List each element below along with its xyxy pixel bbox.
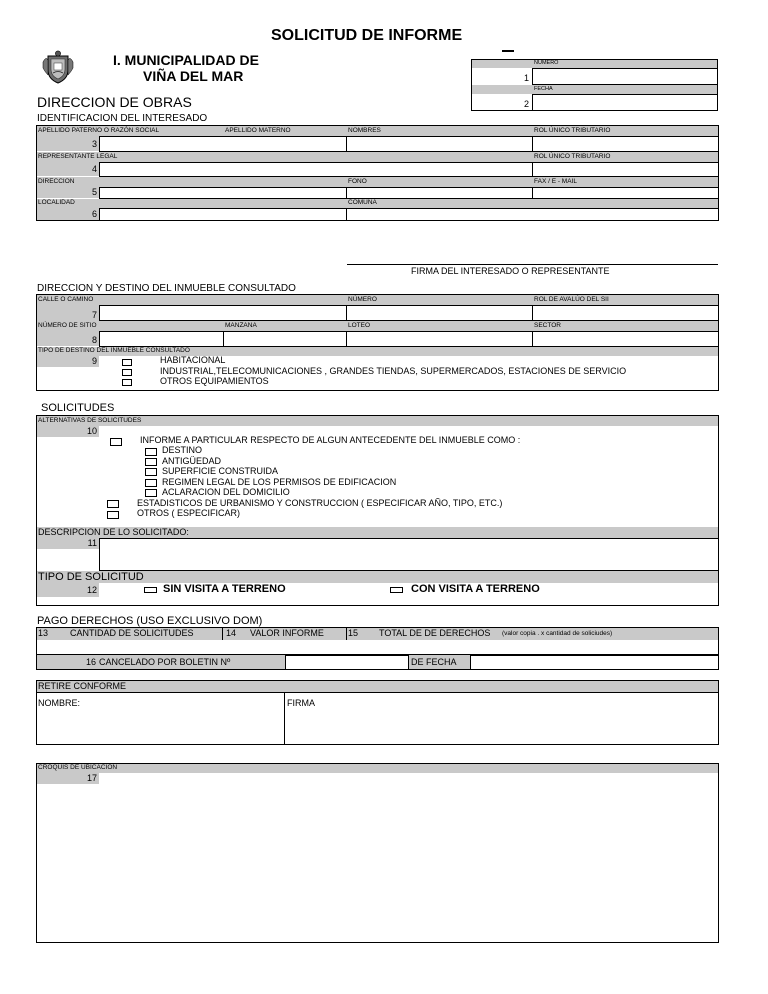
descripcion-field[interactable]	[99, 538, 719, 571]
informe-particular-checkbox[interactable]	[110, 438, 122, 446]
retire-divider	[284, 692, 285, 744]
direccion-label: DIRECCION	[38, 178, 75, 185]
rol-avaluo-label: ROL DE AVALÚO DEL SII	[534, 296, 609, 303]
cancelado-label: CANCELADO POR BOLETIN Nº	[99, 657, 231, 667]
numero-sitio-label: NÚMERO DE SITIO	[38, 322, 97, 329]
otros-especificar-checkbox[interactable]	[107, 511, 119, 519]
row17-number: 17	[86, 773, 97, 783]
id-header-row2	[37, 152, 718, 162]
fax-label: FAX / E - MAIL	[534, 178, 577, 185]
manzana-field[interactable]	[223, 331, 347, 347]
industrial-checkbox[interactable]	[122, 369, 132, 376]
numero-label: NÚMERO	[534, 60, 559, 66]
destino-label: DESTINO	[162, 445, 203, 455]
municipality-name-line1: I. MUNICIPALIDAD DE	[113, 52, 259, 68]
fecha-label-bar	[472, 85, 717, 94]
boletin-field[interactable]	[285, 655, 409, 670]
sector-field[interactable]	[532, 331, 719, 347]
de-fecha-label: DE FECHA	[411, 657, 457, 667]
row12-number: 12	[86, 585, 97, 595]
fax-field[interactable]	[532, 187, 719, 199]
numero-index: 1	[523, 73, 529, 83]
rut-field-2[interactable]	[532, 162, 719, 177]
con-visita-checkbox[interactable]	[390, 587, 403, 593]
numero-inm-label: NÚMERO	[348, 296, 377, 303]
antiguedad-label: ANTIGÜEDAD	[162, 456, 222, 466]
identificacion-section-title: IDENTIFICACION DEL INTERESADO	[37, 113, 208, 124]
representante-field[interactable]	[99, 162, 533, 177]
valor-field[interactable]	[223, 640, 347, 655]
sin-visita-label: SIN VISITA A TERRENO	[163, 583, 286, 595]
aclaracion-domicilio-checkbox[interactable]	[145, 489, 157, 497]
regimen-legal-checkbox[interactable]	[145, 479, 157, 487]
inmueble-section-title: DIRECCION Y DESTINO DEL INMUEBLE CONSULTADO	[37, 283, 296, 294]
localidad-label: LOCALIDAD	[38, 199, 75, 206]
descripcion-label: DESCRIPCION DE LO SOLICITADO:	[38, 527, 189, 537]
croquis-header-row	[37, 764, 718, 773]
row6-number: 6	[91, 209, 97, 219]
comuna-label: COMUNA	[348, 199, 377, 206]
sector-label: SECTOR	[534, 322, 561, 329]
row5-number: 5	[91, 187, 97, 197]
retire-nombre-field[interactable]	[37, 710, 283, 743]
tipo-destino-label: TIPO DE DESTINO DEL INMUEBLE CONSULTADO	[38, 347, 190, 354]
inm-header-row2	[37, 321, 718, 331]
firma-interesado-label: FIRMA DEL INTERESADO O REPRESENTANTE	[411, 266, 610, 276]
cantidad-solicitudes-label: CANTIDAD DE SOLICITUDES	[70, 628, 194, 638]
calle-label: CALLE O CAMINO	[38, 296, 94, 303]
nombres-field[interactable]	[346, 136, 533, 152]
id-header-row4	[37, 199, 718, 208]
fono-label: FONO	[348, 178, 367, 185]
municipal-coat-of-arms-icon	[42, 50, 74, 84]
rut-label-1: ROL ÚNICO TRIBUTARIO	[534, 127, 611, 134]
direccion-field[interactable]	[99, 187, 347, 199]
sin-visita-checkbox[interactable]	[144, 587, 157, 593]
nombres-label: NOMBRES	[348, 127, 381, 134]
loteo-field[interactable]	[346, 331, 533, 347]
loteo-label: LOTEO	[348, 322, 371, 329]
row11-number: 11	[87, 538, 97, 548]
croquis-drawing-area[interactable]	[37, 784, 718, 942]
row9-number: 9	[91, 356, 97, 366]
pago-n15: 15	[348, 628, 359, 638]
retire-conforme-title: RETIRE CONFORME	[38, 681, 127, 691]
estadisticos-checkbox[interactable]	[107, 500, 119, 508]
comuna-field[interactable]	[346, 208, 719, 221]
manzana-label: MANZANA	[225, 322, 257, 329]
representante-label: REPRESENTANTE LEGAL	[38, 153, 118, 160]
calle-field[interactable]	[99, 305, 347, 321]
tipo-solicitud-label: TIPO DE SOLICITUD	[38, 571, 144, 583]
pago-fecha-field[interactable]	[470, 655, 719, 670]
department-name: DIRECCION DE OBRAS	[37, 94, 192, 110]
destino-checkbox[interactable]	[145, 448, 157, 456]
valor-informe-label: VALOR INFORME	[250, 628, 324, 638]
otros-equipamientos-label: OTROS EQUIPAMIENTOS	[160, 376, 269, 386]
habitacional-label: HABITACIONAL	[160, 355, 226, 365]
fecha-index: 2	[523, 99, 529, 109]
row3-number: 3	[91, 139, 97, 149]
row10-number: 10	[86, 426, 97, 436]
fecha-field[interactable]	[532, 94, 718, 111]
industrial-label: INDUSTRIAL,TELECOMUNICACIONES , GRANDES TIENDAS, SUPERMERCADOS, ESTACIONES DE SERVICIO	[160, 366, 627, 376]
rut-field-1[interactable]	[532, 136, 719, 152]
numero-inm-field[interactable]	[346, 305, 533, 321]
con-visita-label: CON VISITA A TERRENO	[411, 583, 540, 595]
retire-header-row	[37, 681, 718, 692]
numero-field[interactable]	[532, 68, 718, 85]
firma-line	[347, 264, 718, 265]
informe-particular-label: INFORME A PARTICULAR RESPECTO DE ALGUN ANTECEDENTE DEL INMUEBLE COMO :	[140, 435, 521, 445]
retire-firma-label: FIRMA	[287, 698, 315, 708]
nombre-label: NOMBRE:	[38, 698, 81, 708]
fecha-label: FECHA	[534, 86, 553, 92]
row4-number: 4	[91, 164, 97, 174]
row8-number: 8	[91, 335, 97, 345]
localidad-field[interactable]	[99, 208, 347, 221]
inm-header-row1	[37, 295, 718, 305]
pago-n16: 16	[86, 657, 97, 667]
pago-section-title: PAGO DERECHOS (USO EXCLUSIVO DOM)	[37, 615, 263, 627]
regimen-legal-label: REGIMEN LEGAL DE LOS PERMISOS DE EDIFICACION	[162, 477, 397, 487]
alternativas-label: ALTERNATIVAS DE SOLICITUDES	[38, 417, 142, 424]
estadisticos-label: ESTADISTICOS DE URBANISMO Y CONSTRUCCION ( ESPECIFICAR AÑO, TIPO, ETC.)	[137, 498, 503, 508]
antiguedad-checkbox[interactable]	[145, 458, 157, 466]
rol-avaluo-field[interactable]	[532, 305, 719, 321]
retire-firma-field[interactable]	[286, 710, 717, 743]
solicitudes-section-title: SOLICITUDES	[41, 402, 115, 414]
id-header-row3	[37, 177, 718, 187]
apellido-paterno-label: APELLIDO PATERNO O RAZÓN SOCIAL	[38, 127, 160, 134]
pago-n13: 13	[38, 628, 49, 638]
pago-n14: 14	[226, 628, 237, 638]
total-field[interactable]	[347, 640, 718, 655]
retire-header-line	[37, 692, 718, 693]
total-derechos-note: (valor copia . x cantidad de soliciudes)	[502, 630, 613, 637]
municipality-name-line2: VIÑA DEL MAR	[143, 68, 244, 84]
habitacional-checkbox[interactable]	[122, 359, 132, 366]
rut-label-2: ROL ÚNICO TRIBUTARIO	[534, 153, 611, 160]
numero-sitio-field[interactable]	[99, 331, 224, 347]
title-dash	[502, 50, 514, 52]
superficie-label: SUPERFICIE CONSTRUIDA	[162, 466, 279, 476]
apellido-paterno-field[interactable]	[99, 136, 347, 152]
aclaracion-domicilio-label: ACLARACION DEL DOMICILIO	[162, 487, 290, 497]
otros-equipamientos-checkbox[interactable]	[122, 379, 132, 386]
croquis-label: CROQUIS DE UBICACION	[38, 764, 118, 771]
fono-field[interactable]	[346, 187, 533, 199]
cantidad-field[interactable]	[37, 640, 223, 655]
otros-especificar-label: OTROS ( ESPECIFICAR)	[137, 508, 241, 518]
apellido-materno-label: APELLIDO MATERNO	[225, 127, 291, 134]
row7-number: 7	[91, 310, 97, 320]
superficie-checkbox[interactable]	[145, 468, 157, 476]
form-title: SOLICITUD DE INFORME	[271, 27, 463, 44]
total-derechos-label: TOTAL DE DE DERECHOS	[379, 628, 491, 638]
